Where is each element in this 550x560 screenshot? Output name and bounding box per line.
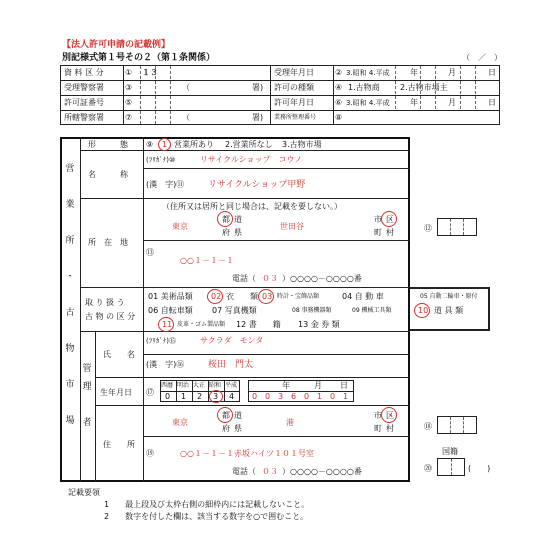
goods-10-number: 10 bbox=[418, 306, 429, 315]
mgr-pref-dou: 道 bbox=[234, 411, 242, 420]
manager-name-kana: サクラダ モンタ bbox=[200, 336, 264, 345]
phone-area-code: ０３ bbox=[262, 274, 278, 283]
selected-circle-to bbox=[217, 211, 233, 227]
birth-month-label: 月 bbox=[314, 381, 322, 390]
pref-fu: 府 bbox=[222, 228, 230, 237]
label-receiving-station: 受理警察署 bbox=[64, 83, 104, 92]
note-2: 2 数字を付した欄は、該当する数字を○で囲むこと。 bbox=[104, 512, 309, 521]
paren-open-1: （ bbox=[182, 83, 190, 92]
pref-dou: 道 bbox=[234, 215, 242, 224]
prefecture-value: 東京 bbox=[172, 222, 188, 231]
nationality-label: 国籍 bbox=[442, 447, 458, 456]
form-name: 別記様式第１号その２（第１条関係） bbox=[62, 53, 216, 63]
birth-digit-7: 0 bbox=[330, 392, 336, 401]
manager-kanji-label: (漢 字)⑯ bbox=[146, 360, 185, 369]
birth-digit-1: 0 bbox=[252, 392, 258, 401]
station-suffix-1: 署) bbox=[252, 83, 264, 92]
mgr-phone-rest: ）○○○○－○○○○番 bbox=[282, 467, 362, 476]
manager-kana-label: (ﾌﾘｶﾞﾅ)⑮ bbox=[146, 337, 176, 345]
phone-rest: ）○○○○－○○○○番 bbox=[282, 274, 362, 283]
goods-11-text: 皮革・ゴム製品類 bbox=[177, 321, 226, 328]
kanji-label: (漢 字)⑪ bbox=[146, 180, 185, 189]
label-jurisdiction-station: 所轄警察署 bbox=[64, 113, 104, 122]
street-address: ○○１－１－１ bbox=[180, 256, 234, 265]
goods-02-text: 衣 類 bbox=[226, 292, 258, 301]
num-2: ② bbox=[335, 68, 343, 77]
selected-circle-form bbox=[158, 138, 171, 151]
era-digit-0: 0 bbox=[165, 392, 171, 401]
num-12: ⑫ bbox=[424, 224, 432, 233]
form-option-2: 2.営業所なし bbox=[225, 140, 273, 149]
month-1: 月 bbox=[448, 68, 456, 77]
manager-city: 港 bbox=[286, 418, 294, 427]
selected-circle-02 bbox=[207, 289, 223, 304]
permit-option-2: 2.古物市場主 bbox=[400, 83, 448, 92]
num-3: ③ bbox=[125, 83, 133, 92]
note-1: 1 最上段及び太枠右側の細枠内には記載しないこと。 bbox=[104, 500, 310, 509]
era-digit-4: 4 bbox=[229, 392, 235, 401]
label-manager-name: 氏 名 bbox=[103, 350, 135, 359]
goods-01: 01 美術品類 bbox=[148, 292, 193, 301]
birth-day-label: 日 bbox=[340, 381, 348, 390]
mgr-city-shi: 市 bbox=[374, 411, 382, 420]
num-19: ⑲ bbox=[146, 449, 154, 458]
form-option-1-text: 営業所あり bbox=[174, 140, 214, 149]
era-taisho: 大正 bbox=[193, 382, 206, 389]
era-options-1: 3.昭和 4.平成 bbox=[346, 69, 390, 77]
city-value: 世田谷 bbox=[280, 222, 304, 231]
selected-circle-ku bbox=[381, 211, 397, 227]
year-2: 年 bbox=[410, 98, 418, 107]
side-box-12 bbox=[437, 218, 477, 236]
goods-09: 09 機械工具類 bbox=[352, 307, 392, 314]
birth-digit-6: 1 bbox=[317, 392, 323, 401]
birth-digit-8: 1 bbox=[343, 392, 349, 401]
era-meiji: 明治 bbox=[177, 382, 190, 389]
era-options-2: 3.昭和 4.平成 bbox=[346, 99, 390, 107]
label-permit-type: 許可の種類 bbox=[274, 83, 314, 92]
goods-12: 12 書 籍 bbox=[236, 320, 281, 329]
label-office-number: 業務所整理番号 bbox=[274, 114, 317, 121]
label-birth-date: 生年月日 bbox=[100, 388, 132, 397]
selected-circle-03 bbox=[258, 289, 274, 304]
era-western: 西暦 bbox=[161, 382, 174, 389]
day-2: 日 bbox=[488, 98, 496, 107]
num-1: ① bbox=[125, 68, 133, 77]
goods-08: 08 事務機器類 bbox=[292, 307, 332, 314]
station-suffix-2: 署) bbox=[252, 113, 264, 122]
num-8: ⑧ bbox=[335, 113, 343, 122]
mgr-phone-label: 電話（ bbox=[232, 467, 256, 476]
goods-06: 06 自転車類 bbox=[148, 306, 193, 315]
birth-year-label: 年 bbox=[282, 381, 290, 390]
manager-phone-code: ０３ bbox=[262, 467, 278, 476]
city-machi: 町 bbox=[374, 228, 382, 237]
goods-13: 13 金 券 類 bbox=[298, 320, 340, 329]
label-data-category: 資 料 区 分 bbox=[64, 68, 104, 77]
birth-digit-4: 6 bbox=[291, 392, 297, 401]
selected-circle-mgr-ku bbox=[381, 407, 397, 423]
side-box-18 bbox=[437, 416, 477, 434]
num-13: ⑬ bbox=[146, 248, 154, 257]
mgr-city-mura: 村 bbox=[386, 424, 394, 433]
goods-04: 04 自 動 車 bbox=[342, 292, 384, 301]
birth-digit-3: 3 bbox=[278, 392, 284, 401]
data-category-value: １３ bbox=[142, 68, 158, 77]
era-showa: 昭和 bbox=[209, 382, 222, 389]
day-1: 日 bbox=[488, 68, 496, 77]
kana-label: (ﾌﾘｶﾞﾅ)⑩ bbox=[146, 156, 176, 164]
num-20: ⑳ bbox=[424, 464, 432, 473]
selected-circle-11 bbox=[158, 317, 174, 332]
label-permit-number: 許可証番号 bbox=[64, 98, 104, 107]
goods-03-number: 03 bbox=[262, 292, 273, 301]
address-note: （住所又は居所と同じ場合は、記載を要しない。） bbox=[162, 202, 342, 211]
label-form: 形 態 bbox=[88, 140, 128, 149]
mgr-pref-to: 都 bbox=[222, 411, 230, 420]
year-1: 年 bbox=[410, 68, 418, 77]
city-shi: 市 bbox=[374, 215, 382, 224]
label-goods-1: 取 り 扱 う bbox=[85, 298, 125, 307]
manager-name-kanji: 桜田 門太 bbox=[208, 360, 254, 370]
label-business-name: 名 称 bbox=[88, 170, 128, 179]
paren-open-2: （ bbox=[182, 113, 190, 122]
month-2: 月 bbox=[448, 98, 456, 107]
label-permit-date: 許可年月日 bbox=[274, 98, 314, 107]
selected-circle-10 bbox=[414, 303, 430, 318]
pref-ken: 県 bbox=[234, 228, 242, 237]
num-6: ⑥ bbox=[335, 98, 343, 107]
goods-10-text: 道 具 類 bbox=[434, 306, 464, 315]
label-goods-2: 古 物 の 区 分 bbox=[85, 312, 136, 321]
num-17: ⑰ bbox=[146, 388, 154, 397]
mgr-city-ku: 区 bbox=[386, 411, 394, 420]
city-mura: 村 bbox=[386, 228, 394, 237]
notes-title: 記載要領 bbox=[68, 488, 100, 497]
selected-circle-era bbox=[209, 390, 223, 403]
goods-02-number: 02 bbox=[211, 292, 222, 301]
mgr-pref-ken: 県 bbox=[234, 424, 242, 433]
pref-to: 都 bbox=[222, 215, 230, 224]
birth-digit-2: 0 bbox=[265, 392, 271, 401]
era-digit-3: 3 bbox=[213, 392, 219, 401]
selected-circle-mgr-to bbox=[217, 407, 233, 423]
goods-11-number: 11 bbox=[162, 320, 173, 329]
phone-label: 電話（ bbox=[232, 274, 256, 283]
num-5: ⑤ bbox=[125, 98, 133, 107]
era-digit-1: 1 bbox=[181, 392, 187, 401]
manager-side-label: 管 理 者 bbox=[82, 364, 92, 428]
num-7: ⑦ bbox=[125, 113, 133, 122]
form-option-3: 3.古物市場 bbox=[282, 140, 322, 149]
business-name-kana: リサイクルショップ コウノ bbox=[200, 155, 303, 164]
num-4: ④ bbox=[335, 83, 343, 92]
nationality-paren: ( ) bbox=[468, 464, 491, 473]
era-digit-2: 2 bbox=[197, 392, 203, 401]
birth-digit-5: 0 bbox=[304, 392, 310, 401]
label-location: 所 在 地 bbox=[88, 238, 128, 247]
manager-street: ○○１－１－１赤坂ハイツ１０１号室 bbox=[180, 449, 314, 458]
page-number: （ ／ ） bbox=[462, 53, 502, 62]
mgr-city-machi: 町 bbox=[374, 424, 382, 433]
form-option-1-number: 1 bbox=[162, 140, 168, 149]
city-ku: 区 bbox=[386, 215, 394, 224]
manager-prefecture: 東京 bbox=[172, 418, 188, 427]
label-manager-address: 住 所 bbox=[103, 440, 135, 449]
business-name-kanji: リサイクルショップ甲野 bbox=[208, 180, 306, 190]
permit-option-1: 1.古物商 bbox=[348, 83, 380, 92]
era-heisei: 平成 bbox=[225, 382, 238, 389]
num-9: ⑨ bbox=[146, 140, 154, 149]
goods-05: 05 自動二輪車・原付 bbox=[420, 293, 478, 300]
mgr-pref-fu: 府 bbox=[222, 424, 230, 433]
goods-07: 07 写真機類 bbox=[212, 306, 257, 315]
num-18: ⑱ bbox=[424, 422, 432, 431]
form-title: 【法人許可申請の記載例】 bbox=[62, 40, 171, 50]
vertical-section-label: 営 業 所 ・ 古 物 市 場 bbox=[65, 164, 75, 426]
label-receipt-date: 受理年月日 bbox=[274, 68, 314, 77]
goods-03-text: 時計・宝飾品類 bbox=[277, 293, 320, 300]
